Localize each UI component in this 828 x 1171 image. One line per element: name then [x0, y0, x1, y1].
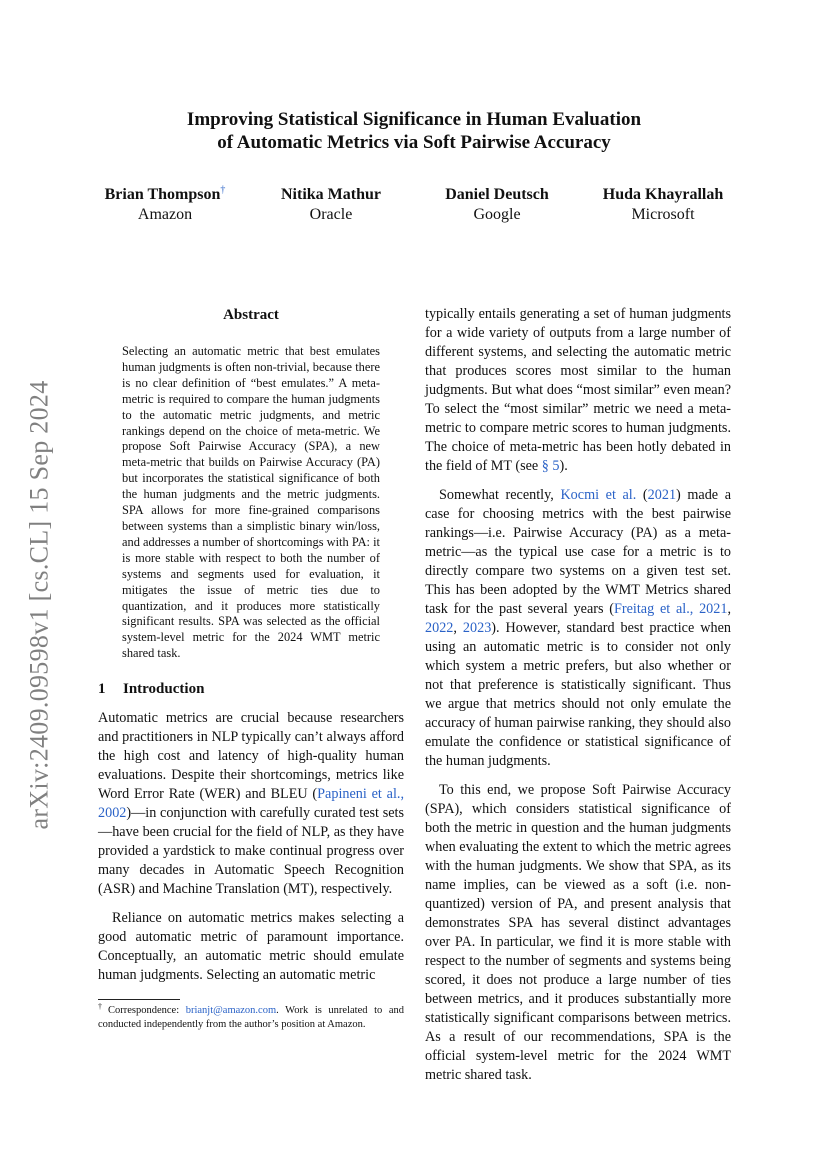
citation-link[interactable]: 2023 [462, 620, 492, 636]
intro-paragraph: Reliance on automatic metrics makes selecting a good automatic metric of paramount importance. Conceptually, an automatic metric should emulate human judgments. Selecting an automatic metric [98, 910, 404, 984]
abstract-heading: Abstract [223, 307, 279, 323]
author-name: Huda Khayrallah [602, 186, 724, 203]
paragraph-text: ). [559, 458, 568, 474]
left-column [98, 305, 404, 1032]
title-line-1: Improving Statistical Significance in Human Evaluation [186, 109, 642, 130]
author-name: Daniel Deutsch [445, 186, 549, 203]
section-reference-link[interactable]: § 5 [541, 458, 560, 474]
paragraph-text: ( [636, 487, 648, 503]
right-column [425, 305, 731, 1095]
author-block [603, 185, 723, 225]
author-block [105, 185, 226, 225]
citation-link[interactable]: Freitag et al., 2021 [614, 601, 728, 617]
paper-title [100, 108, 728, 154]
dagger-mark: † [220, 184, 226, 196]
email-link[interactable]: brianjt@amazon.com [185, 1005, 277, 1017]
author-name: Nitika Mathur [281, 186, 381, 203]
author-affiliation: Microsoft [631, 206, 695, 223]
citation-link[interactable]: Papineni et al., 2002 [98, 786, 404, 822]
paragraph-text: ). However, standard best practice when using an automatic metric is to consider not only which system a metric prefers, but also whether or not that preference is statistically significant. Thus we argue that metrics should not only emulate the accuracy of human pairwise ranking, they should also emulate the confidence or statistical significance of the human judgments. [425, 620, 731, 769]
paragraph-text: )—in conjunction with carefully curated test sets—have been crucial for the field of NLP, as they have provided a yardstick to make continual progress over many decades in Automatic Speech Recognition (ASR) and Machine Translation (MT), respectively. [98, 805, 404, 898]
intro-paragraph [98, 709, 404, 899]
footnote-divider [98, 999, 180, 1000]
paragraph-text: , [727, 601, 731, 617]
section-number: 1 [98, 681, 106, 698]
paragraph-text: ) made a case for choosing metrics with the best pairwise rankings—i.e. Pairwise Accuracy (PA) as a meta-metric—as the typical use case for a metric is to directly compare two systems on a given test set. This has been adopted by the WMT Metrics shared task for the past several years ( [425, 487, 731, 617]
abstract-text: Selecting an automatic metric that best emulates human judgments is often non-trivial, because there is no clear definition of “best emulates.” A meta-metric is required to compare the human judgments to the automatic metric judgments, and metric rankings depend on the choice of meta-metric. We propose Soft Pairwise Accuracy (SPA), a new meta-metric that builds on Pairwise Accuracy (PA) but incorporates the statistical significance of both the human judgments and the metric judgments. SPA allows for more fine-grained comparisons between systems than a simplistic binary win/loss, and addresses a number of shortcomings with PA: it is more stable with respect to both the number of systems and segments used for evaluation, it mitigates the issue of metric ties due to quantization, and it produces more statistically significant results. SPA was selected as the official system-level metric for the 2024 WMT metric shared task. [122, 344, 380, 661]
body-paragraph [425, 305, 731, 476]
paragraph-text: typically entails generating a set of human judgments for a wide variety of outputs from a large number of different systems, and selecting the automatic metric that produces scores most similar to the human judgments. But what does “most similar” even mean? To select the “most similar” metric we need a meta-metric to compare metric scores to human judgments. The choice of meta-metric has been hotly debated in the field of MT (see [425, 306, 731, 474]
author-affiliation: Oracle [309, 206, 353, 223]
body-paragraph [425, 486, 731, 771]
title-line-2: of Automatic Metrics via Soft Pairwise Accuracy [217, 132, 611, 153]
author-name: Brian Thompson [104, 186, 221, 203]
citation-link[interactable]: 2021 [647, 487, 677, 503]
footnote [98, 1001, 404, 1032]
arxiv-identifier [24, 365, 56, 845]
arxiv-identifier-text: arXiv:2409.09598v1 [cs.CL] 15 Sep 2024 [25, 380, 54, 830]
section-title: Introduction [123, 681, 205, 698]
author-affiliation: Google [473, 206, 521, 223]
citation-link[interactable]: Kocmi et al. [560, 487, 637, 503]
author-block [445, 185, 549, 225]
author-block [281, 185, 381, 225]
author-affiliation: Amazon [137, 206, 193, 223]
paragraph-text: , [453, 620, 463, 636]
paragraph-text: Automatic metrics are crucial because researchers and practitioners in NLP typically can’t always afford the high cost and latency of high-quality human evaluations. Despite their shortcomings, metrics like Word Error Rate (WER) and BLEU ( [98, 710, 404, 803]
paragraph-text: Somewhat recently, [439, 487, 561, 503]
body-paragraph: To this end, we propose Soft Pairwise Accuracy (SPA), which considers statistical significance of both the metric in question and the human judgments when evaluating the extent to which the metric agrees with the human judgments. We show that SPA, as its name implies, can be viewed as a soft (i.e. non-quantized) version of PA, and present analysis that demonstrates SPA has several distinct advantages over PA. In particular, we find it is more stable with respect to the number of segments and systems being scored, it does not produce a large number of ties between metrics, and it produces substantially more statistically significant comparisons between metrics. As a result of our recommendations, SPA is the official system-level metric for the 2024 WMT metric shared task. [425, 782, 731, 1083]
section-heading [98, 679, 404, 699]
citation-link[interactable]: 2022 [425, 620, 454, 636]
footnote-mark: † [98, 1001, 106, 1011]
footnote-label: Correspondence: [107, 1005, 186, 1017]
footnote-text: . Work is unrelated to and conducted independently from the author’s position at Amazon. [98, 1005, 404, 1031]
